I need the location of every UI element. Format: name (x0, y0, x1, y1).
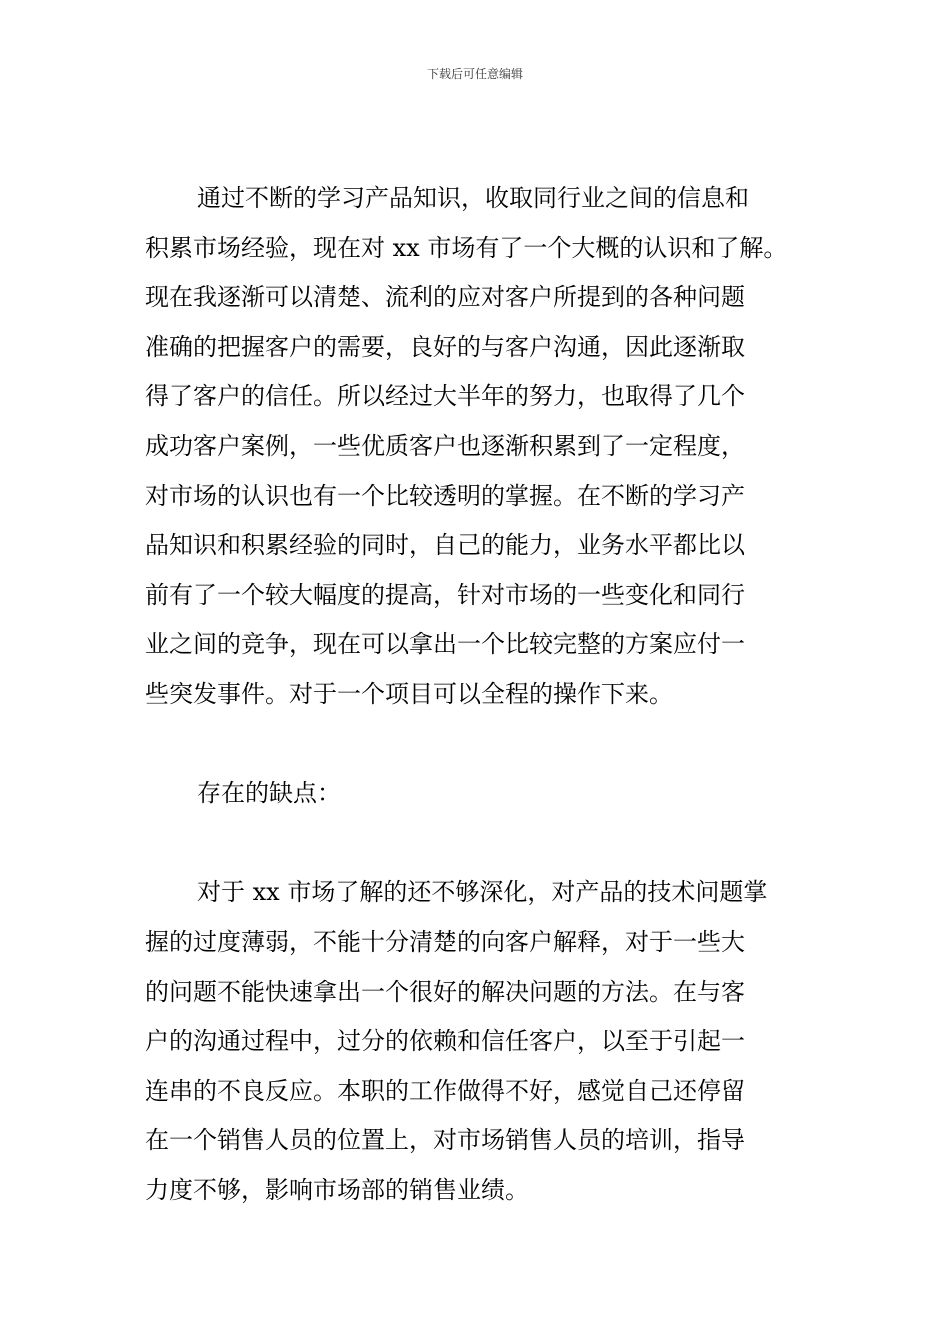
paragraph-shortcomings (145, 868, 820, 1215)
text-line: 准确的把握客户的需要，良好的与客户沟通，因此逐渐取 (145, 332, 745, 361)
text-line: 在一个销售人员的位置上，对市场销售人员的培训，指导 (145, 1126, 745, 1155)
page-header-note: 下载后可任意编辑 (426, 67, 523, 81)
section-heading-shortcomings (145, 769, 820, 819)
text-line: 的问题不能快速拿出一个很好的解决问题的方法。在与客 (145, 977, 745, 1006)
text-line: 户的沟通过程中，过分的依赖和信任客户，以至于引起一 (145, 1027, 745, 1056)
text-line: 对于 xx 市场了解的还不够深化，对产品的技术问题掌 (197, 878, 768, 907)
text-line: 积累市场经验，现在对 xx 市场有了一个大概的认识和了解。 (145, 233, 788, 262)
paragraph-achievements (145, 174, 820, 720)
text-line: 得了客户的信任。所以经过大半年的努力，也取得了几个 (145, 382, 745, 411)
paragraph-spacer (145, 819, 820, 869)
text-line: 对市场的认识也有一个比较透明的掌握。在不断的学习产 (145, 481, 745, 510)
heading-line: 存在的缺点： (197, 779, 341, 808)
text-line: 成功客户案例，一些优质客户也逐渐积累到了一定程度， (145, 431, 745, 460)
text-line: 现在我逐渐可以清楚、流利的应对客户所提到的各种问题 (145, 283, 745, 312)
text-line: 些突发事件。对于一个项目可以全程的操作下来。 (145, 679, 673, 708)
text-line: 通过不断的学习产品知识，收取同行业之间的信息和 (197, 184, 749, 212)
text-line: 品知识和积累经验的同时，自己的能力，业务水平都比以 (145, 531, 745, 560)
document-body (145, 174, 820, 1215)
text-line: 握的过度薄弱，不能十分清楚的向客户解释，对于一些大 (145, 927, 745, 956)
text-line: 业之间的竞争，现在可以拿出一个比较完整的方案应付一 (145, 630, 745, 659)
paragraph-spacer (145, 720, 820, 770)
text-line: 连串的不良反应。本职的工作做得不好，感觉自己还停留 (145, 1076, 745, 1105)
text-line: 力度不够，影响市场部的销售业绩。 (145, 1175, 529, 1204)
text-line: 前有了一个较大幅度的提高，针对市场的一些变化和同行 (145, 580, 745, 609)
